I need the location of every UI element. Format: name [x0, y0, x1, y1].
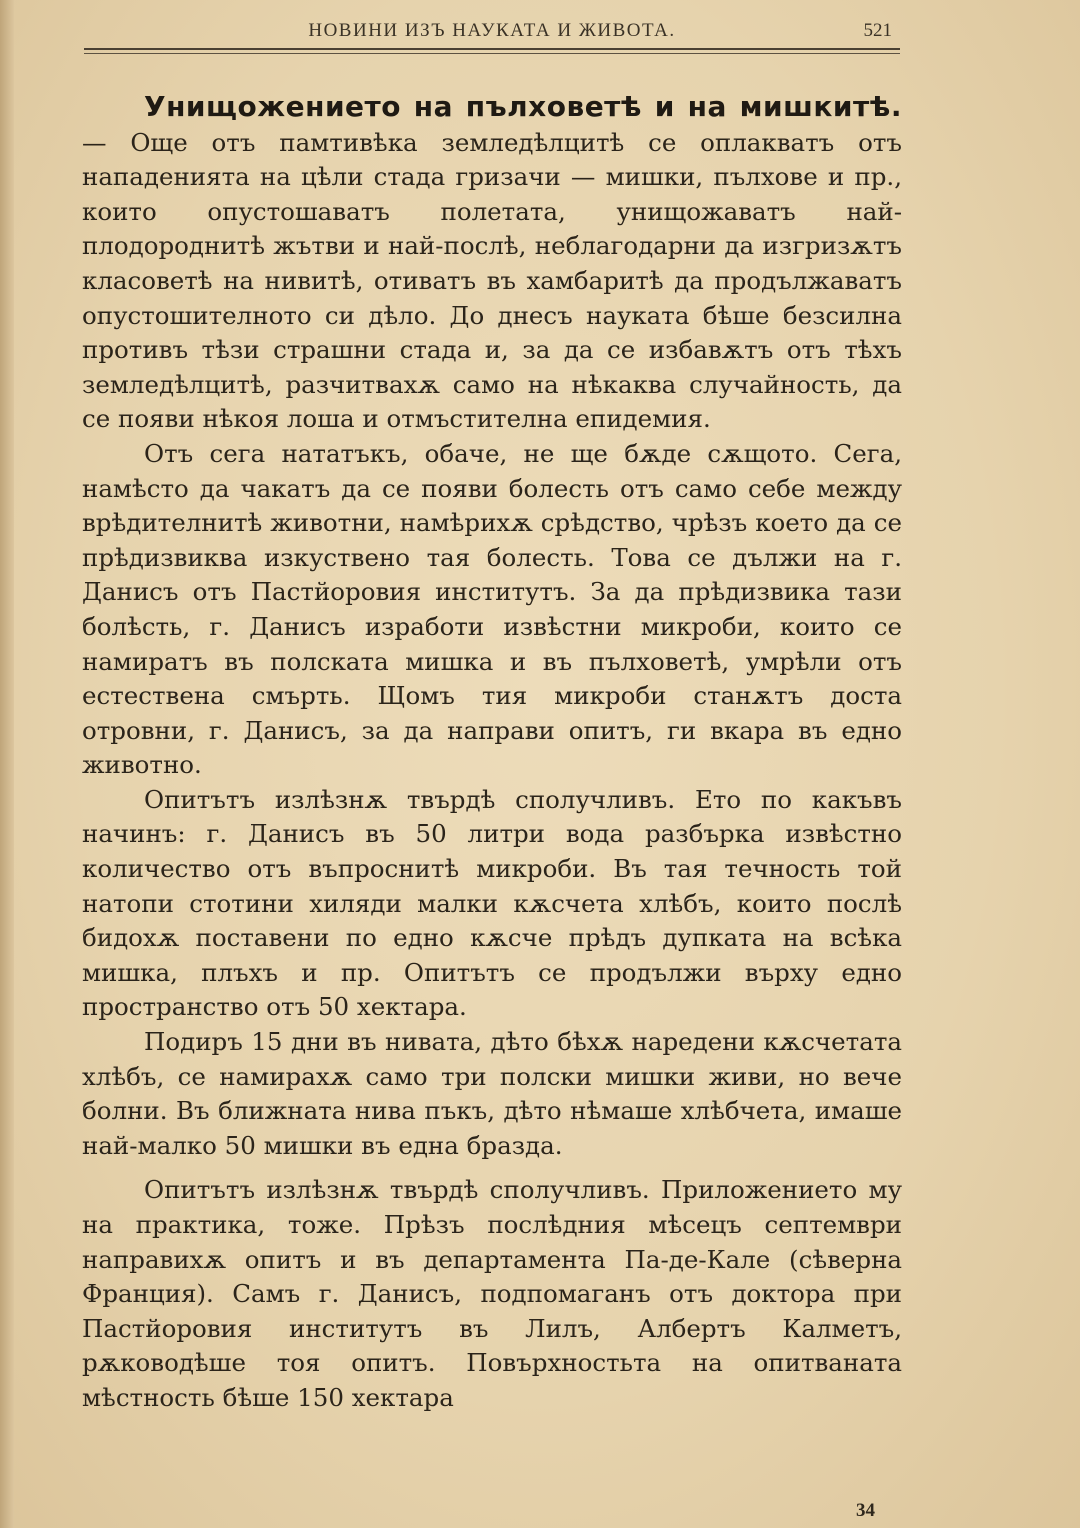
article-paragraph [82, 90, 902, 437]
signature-mark: 34 [856, 1500, 875, 1521]
running-title: НОВИНИ ИЗЪ НАУКАТА И ЖИВОТА. [308, 20, 676, 41]
paragraph-text: — Още отъ памтивѣка земледѣлцитѣ се оплакватъ отъ нападенията на цѣли стада гризачи — мишки, пълхове и пр., които опустошаватъ полетата, унищожаватъ най-плодороднитѣ жътви и най-послѣ, неблагодарни да изгризѫтъ класоветѣ на нивитѣ, отиватъ въ хамбаритѣ да продължаватъ опустошителното си дѣло. До днесъ науката бѣше безсилна противъ тѣзи страшни стада и, за да се избавѫтъ отъ тѣхъ земледѣлцитѣ, разчитвахѫ само на нѣкаква случайность, да се появи нѣкоя лоша и отмъстителна епидемия. [82, 127, 902, 434]
article-paragraph: Отъ сега нататъкъ, обаче, не ще бѫде сѫщото. Сега, намѣсто да чакатъ да се появи болесть отъ само себе между врѣдителнитѣ животни, намѣрихѫ срѣдство, чрѣзъ което да се прѣдизвиква изкуствено тая болесть. Това се дължи на г. Данисъ отъ Пастйоровия институтъ. За да прѣдизвика тази болѣсть, г. Данисъ изработи извѣстни микроби, които се намиратъ въ полската мишка и въ пълховетѣ, умрѣли отъ естествена смърть. Щомъ тия микроби станѫтъ доста отровни, г. Данисъ, за да направи опитъ, ги вкара въ едно животно. [82, 438, 902, 780]
page-gutter [0, 0, 14, 1528]
running-header [84, 18, 900, 46]
article-paragraph: Опитътъ излѣзнѫ твърдѣ сполучливъ. Ето по какъвъ начинъ: г. Данисъ въ 50 литри вода разбърка извѣстно количество отъ въпроснитѣ микроби. Въ тая течность той натопи стотини хиляди малки кѫсчета хлѣбъ, които послѣ бидохѫ поставени по едно кѫсче прѣдъ дупката на всѣка мишка, плъхъ и пр. Опитътъ се продължи върху едно пространство отъ 50 хектара. [82, 784, 902, 1022]
article-title: Унищожението на пълховетѣ и на мишкитѣ. [144, 90, 902, 123]
header-rule-thin [84, 53, 900, 54]
article-body [82, 90, 902, 1416]
article-paragraph: Опитътъ излѣзнѫ твърдѣ сполучливъ. Приложението му на практика, тоже. Прѣзъ послѣдния мѣсецъ септември направихѫ опитъ и въ департамента Па-де-Кале (сѣверна Франция). Самъ г. Данисъ, подпомаганъ отъ доктора при Пастйоровия институтъ въ Лилъ, Албертъ Калметъ, рѫководѣше тоя опитъ. Повърхностьта на опитваната мѣстность бѣше 150 хектара [82, 1175, 902, 1412]
article-paragraph: Подиръ 15 дни въ нивата, дѣто бѣхѫ наредени кѫсчетата хлѣбъ, се намирахѫ само три полски мишки живи, но вече болни. Въ ближната нива пъкъ, дѣто нѣмаше хлѣбчета, имаше най-малко 50 мишки въ една бразда. [82, 1027, 902, 1160]
page-number: 521 [863, 20, 892, 41]
header-rule [84, 48, 900, 50]
